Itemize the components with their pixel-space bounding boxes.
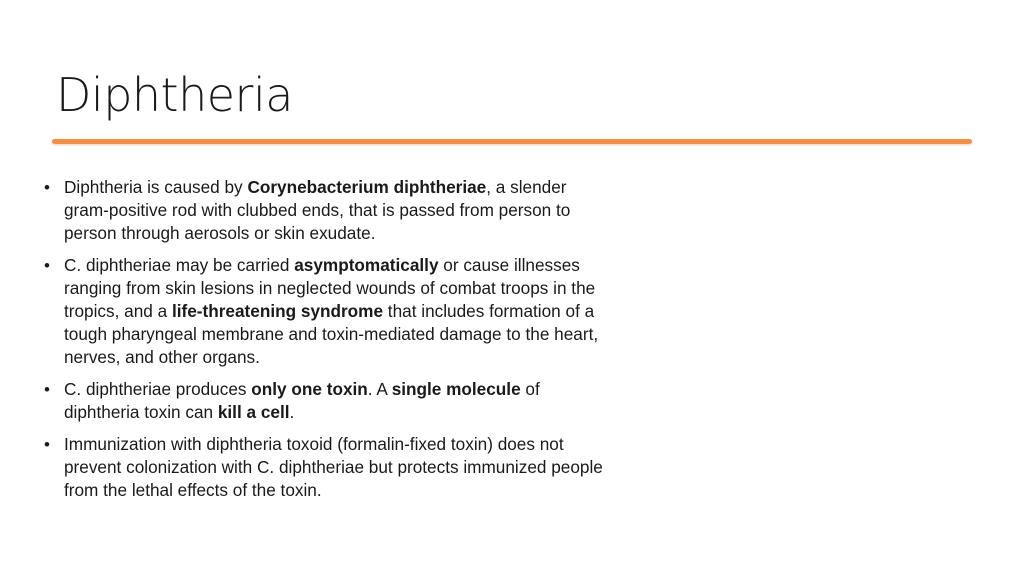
- title-underline-rule: [52, 139, 972, 144]
- bullet-list: [40, 176, 610, 511]
- bullet-emphasis-text: Corynebacterium diphtheriae: [247, 177, 487, 197]
- bullet-dot-icon: •: [44, 380, 50, 399]
- bullet-emphasis-text: single molecule: [391, 379, 521, 399]
- bullet-dot-icon: •: [44, 256, 50, 275]
- slide-title: Diphtheria: [56, 68, 293, 122]
- bullet-text: that includes formation of a tough pharyngeal membrane and toxin-mediated damage to the heart, nerves, and other organs.: [64, 301, 599, 367]
- bullet-text: , a slender gram-positive rod with clubbed ends, that is passed from person to person through aerosols or skin exudate.: [64, 177, 571, 243]
- bullet-text: or cause illnesses ranging from skin lesions in neglected wounds of combat troops in the tropics, and a: [64, 255, 596, 321]
- bullet-dot-icon: •: [44, 178, 50, 197]
- bullet-item: [40, 254, 610, 369]
- bullet-text: Immunization with diphtheria toxoid (formalin-fixed toxin) does not prevent colonization with C. diphtheriae but protects immunized people from the lethal effects of the toxin.: [64, 434, 603, 500]
- bullet-text: Diphtheria is caused by: [64, 177, 248, 197]
- bullet-emphasis-text: asymptomatically: [294, 255, 439, 275]
- bullet-emphasis-text: only one toxin: [251, 379, 368, 399]
- bullet-emphasis-text: kill a cell: [217, 402, 290, 422]
- bullet-dot-icon: •: [44, 435, 50, 454]
- bullet-text: C. diphtheriae may be carried: [64, 255, 295, 275]
- bullet-item: [40, 433, 610, 502]
- bullet-text: .: [289, 402, 295, 422]
- bullet-text: C. diphtheriae produces: [64, 379, 252, 399]
- bullet-text: of diphtheria toxin can: [64, 379, 540, 422]
- bullet-item: [40, 378, 610, 424]
- bullet-text: . A: [367, 379, 392, 399]
- bullet-item: [40, 176, 610, 245]
- bullet-emphasis-text: life-threatening syndrome: [171, 301, 384, 321]
